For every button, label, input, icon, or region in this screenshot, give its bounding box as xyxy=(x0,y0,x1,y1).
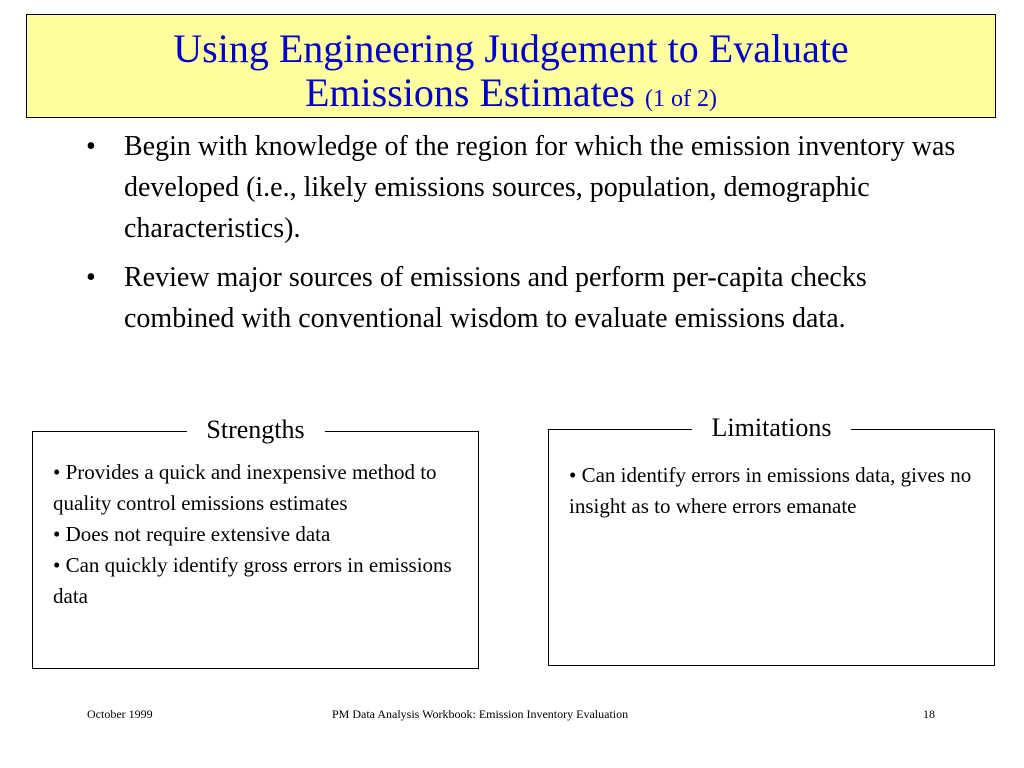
bullet-text: Review major sources of emissions and perform per-capita checks combined with conventional wisdom to evaluate emissions data. xyxy=(124,262,867,334)
footer-document-title: PM Data Analysis Workbook: Emission Inventory Evaluation xyxy=(332,707,629,721)
bullet-text: Begin with knowledge of the region for which the emission inventory was developed (i.e., likely emissions sources, population, demographic characteristics). xyxy=(124,131,956,244)
footer-page-number: 18 xyxy=(923,707,935,721)
strength-item: • Can quickly identify gross errors in emissions data xyxy=(53,553,452,608)
slide-title-line-1: Using Engineering Judgement to Evaluate xyxy=(173,26,849,71)
strength-item: • Does not require extensive data xyxy=(53,522,331,546)
strengths-box xyxy=(32,415,479,669)
bullet-dot: • xyxy=(86,131,96,162)
strengths-list xyxy=(53,457,460,612)
main-bullet-list xyxy=(80,126,960,347)
strengths-heading: Strengths xyxy=(186,412,324,448)
strength-item: • Provides a quick and inexpensive method to quality control emissions estimates xyxy=(53,460,437,515)
footer-date: October 1999 xyxy=(87,707,153,721)
title-box xyxy=(26,14,996,118)
slide-title-line-2 xyxy=(27,71,995,121)
limitation-item: • Can identify errors in emissions data, gives no insight as to where errors emanate xyxy=(569,463,972,518)
slide-title-text: Emissions Estimates xyxy=(305,70,635,115)
limitations-box xyxy=(548,413,995,666)
bullet-item-review xyxy=(80,257,960,339)
bullet-dot: • xyxy=(86,262,96,293)
slide-title-part: (1 of 2) xyxy=(645,86,717,112)
limitations-list xyxy=(569,460,976,522)
bullet-item-knowledge xyxy=(80,126,960,249)
limitations-heading: Limitations xyxy=(692,410,852,446)
